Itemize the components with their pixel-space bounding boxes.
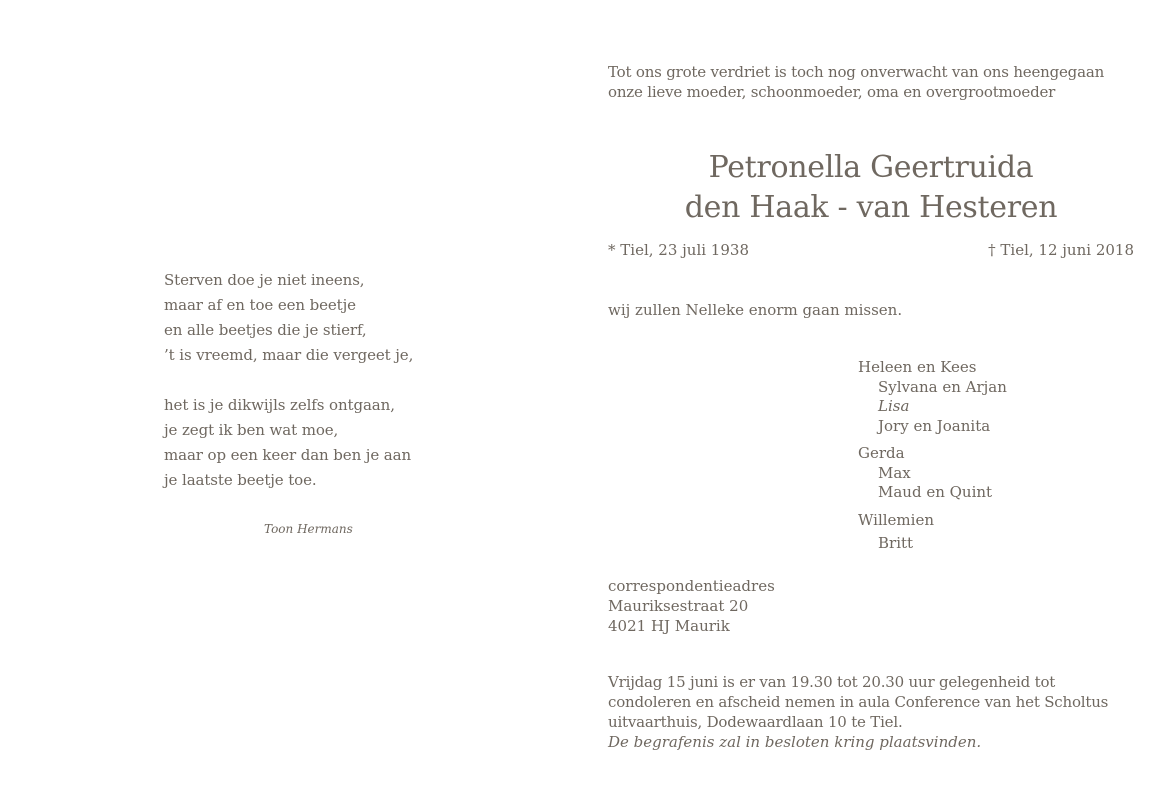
poem-author: Toon Hermans — [264, 522, 353, 536]
poem-stanza-1 — [164, 268, 524, 368]
family-parent: Heleen en Kees — [858, 358, 977, 376]
birth-date: * Tiel, 23 juli 1938 — [608, 241, 749, 259]
poem-line: en alle beetjes die je stierf, — [164, 321, 367, 339]
family-parent: Gerda — [858, 444, 905, 462]
poem-stanza-2 — [164, 393, 524, 493]
poem-line: maar af en toe een beetje — [164, 296, 356, 314]
family-child: Jory en Joanita — [878, 416, 991, 435]
intro-text: Tot ons grote verdriet is toch nog onverwacht van ons heengegaan onze lieve moeder, schoonmoeder, oma en overgrootmoeder — [608, 63, 1105, 101]
family-group — [858, 444, 1134, 503]
funeral-text: De begrafenis zal in besloten kring plaatsvinden. — [608, 733, 982, 751]
poem-line: maar op een keer dan ben je aan — [164, 446, 412, 464]
deceased-surname: den Haak - van Hesteren — [684, 190, 1058, 225]
poem-line: Sterven doe je niet ineens, — [164, 271, 365, 289]
deceased-first-names: Petronella Geertruida — [708, 150, 1034, 185]
family-child: Britt — [878, 534, 914, 552]
address-city: 4021 HJ Maurik — [608, 617, 730, 635]
poem-line: het is je dikwijls zelfs ontgaan, — [164, 396, 395, 414]
family-list — [858, 358, 1134, 562]
address-street: Mauriksestraat 20 — [608, 597, 749, 615]
family-child: Maud en Quint — [878, 483, 993, 501]
poem — [164, 268, 524, 518]
family-child: Sylvana en Arjan — [878, 377, 1007, 396]
poem-line: ’t is vreemd, maar die vergeet je, — [164, 346, 414, 364]
missing-text: wij zullen Nelleke enorm gaan missen. — [608, 301, 903, 319]
poem-line: je zegt ik ben wat moe, — [164, 421, 339, 439]
poem-line: je laatste beetje toe. — [164, 471, 317, 489]
deceased-name — [608, 148, 1134, 228]
address-label: correspondentieadres — [608, 577, 775, 595]
family-group — [858, 358, 1134, 436]
death-date: † Tiel, 12 juni 2018 — [988, 241, 1134, 259]
family-grandchild: Lisa — [878, 397, 910, 415]
family-child: Max — [878, 463, 911, 482]
correspondence-address — [608, 576, 775, 636]
family-group — [858, 511, 1134, 554]
family-parent: Willemien — [858, 510, 934, 529]
visitation-text: Vrijdag 15 juni is er van 19.30 tot 20.30 uur gelegenheid tot condoleren en afscheid nemen in aula Conference van het Scholtus uitvaarthuis, Dodewaardlaan 10 te Tiel. — [608, 673, 1109, 731]
